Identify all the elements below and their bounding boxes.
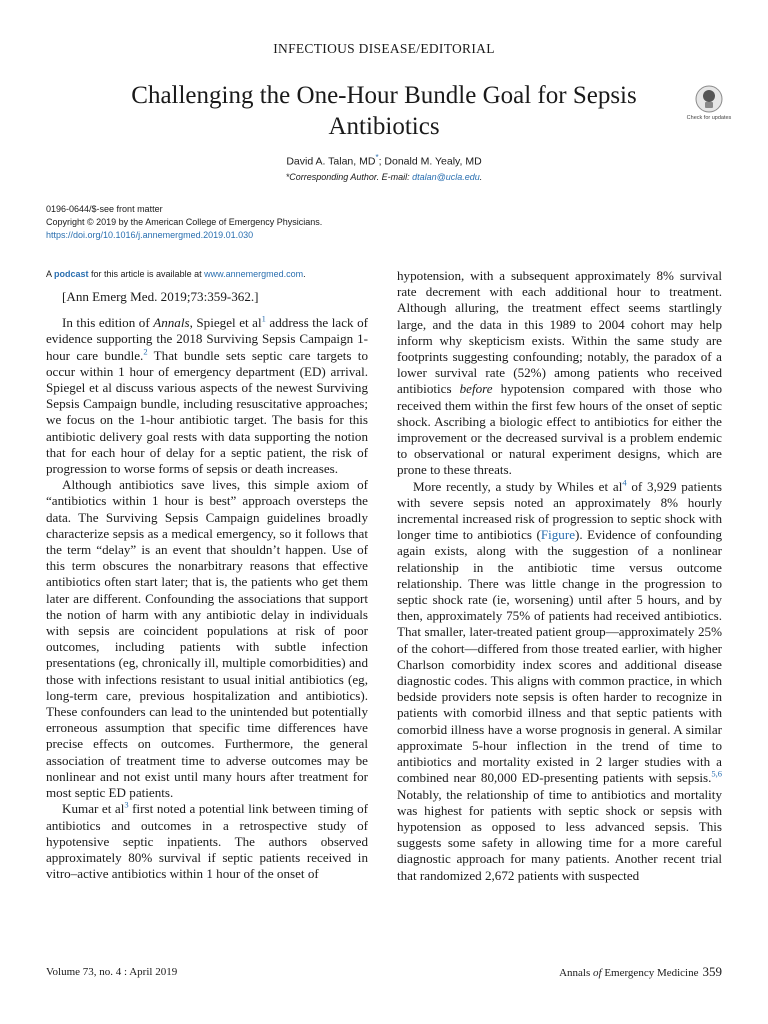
citation: [Ann Emerg Med. 2019;73:359-362.] (62, 289, 259, 304)
paragraph-2: Although antibiotics save lives, this simple axiom of “antibiotics within 1 hour is best” approach oversteps the data. The Surviving Sepsis Campaign guidelines broadly characterize sepsis as a medical emergency, so it follows that the term “delay” is an event that shouldn’t happen. Use of this term obscures the nonarbitrary reasons that effective antibiotics often start later; that is, the patients who get them later are different. Confounding the associations that support the notion of harm with any antibiotic delay in individuals with sepsis are coincident populations at risk of poor outcomes, including patients with subtle infection presentations (eg, chronically ill, multiple comorbidities) and those with infections resistant to usual initial antibiotics (eg, long-term care, previous hospitalization and antibiotics). These confounders can lead to the unintended but potentially erroneous assumption that specific time differences have precise effects on outcomes. Furthermore, the general association of treatment time to adverse outcomes may be nonlinear and not exist until many hours after treatment for most septic ED patients. (46, 477, 368, 801)
journal-footer (559, 964, 722, 980)
copyright-line: Copyright © 2019 by the American College of Emergency Physicians. (46, 217, 323, 227)
page-number: 359 (702, 964, 722, 979)
paragraph-1: In this edition of Annals, Spiegel et al$^1$ address the lack of evidence supporting the 2018 Surviving Sepsis Campaign 1-hour care bundle.$^2$ That bundle sets septic care targets to occur within 1 hour of emergency department (ED) arrival. Spiegel et al discuss various aspects of the newest Surviving Sepsis Campaign bundle, including resuscitative approaches; we focus on the 1-hour antibiotic target. The basis for this antibiotic delivery goal rests with data supporting the notion that for each hour of delay for a septic patient, the risk of progression to worse forms of sepsis or death increases. (46, 313, 368, 477)
check-for-updates-label: Check for updates (686, 115, 732, 121)
paragraph-4: hypotension, with a subsequent approximately 8% survival rate decrement with each additional hour to treatment. Although alluring, the treatment effect seems startlingly large, and the data in this 1989 to 2004 cohort may help inform why skepticism exists. Within the same study are footprints suggesting confounding; notably, the paradox of a lower survival rate (52%) among patients who received antibiotics before hypotension compared with those who received them within the first few hours of the onset of septic shock. Ascribing a biologic effect to antibiotics for either the improvement or the decreased survival is a problem endemic to observational or natural experiment designs, which are prone to these threats. (397, 268, 723, 478)
podcast-note (46, 268, 368, 280)
author-line (0, 153, 768, 168)
paragraph-3: Kumar et al$^3$ first noted a potential link between timing of antibiotics and outcomes in a retrospective study of hypotensive septic inpatients. The authors observed approximately 80% survival if septic patients received in vitro–active antibiotics within 1 hour of the onset of (46, 799, 368, 882)
reference-link[interactable]: 5,6 (711, 768, 722, 779)
email-link[interactable]: dtalan@ucla.edu (412, 172, 480, 182)
section-label: INFECTIOUS DISEASE/EDITORIAL (273, 41, 495, 56)
author-talan: David A. Talan, MD (286, 155, 376, 168)
podcast-prefix: A (46, 269, 55, 279)
paragraph-5: More recently, a study by Whiles et al$^4$ of 3,929 patients with severe sepsis noted an approximately 8% hourly incremental increased risk of progression to septic shock with longer time to antibiotics (Figure). Evidence of confounding again exists, along with the suggestion of a nonlinear relationship in the antibiotic time versus outcome relationship. There was little change in the progression to septic shock rate (ie, worsening) until after 5 hours, and by then, approximately 75% of patients had received antibiotics. That smaller, later-treated patient group—approximately 25% of the cohort—differed from those treated earlier, with higher Charlson comorbidity index scores and additional disease diagnostic codes. This aligns with common practice, in which bedside providers note sepsis is often harder to recognize in patients with comorbid illness and that septic patients with comorbid illness have a worse prognosis in general. A similar approximate 5-hour inflection in the trend of time to antibiotics and mortality existed in 2 larger studies with a combined near 80,000 ED-presenting patients with sepsis.$^{5,6}$ Notably, the relationship of time to antibiotics and mortality was highest for patients with septic shock or sepsis with hypotension as opposed to less advanced sepsis. This suggests some safety in allowing time for a more careful diagnostic approach for many patients. Another recent trial that randomized 2,672 patients with suspected (397, 477, 722, 883)
journal-name-a: Annals (559, 967, 593, 979)
reference-link[interactable]: 4 (622, 477, 627, 488)
left-column (46, 268, 368, 882)
check-for-updates-icon[interactable] (694, 84, 724, 114)
corresponding-suffix: . (479, 172, 483, 182)
reference-link[interactable]: 1 (261, 313, 266, 324)
right-column (397, 268, 722, 884)
author-yealy: ; Donald M. Yealy, MD (378, 155, 482, 168)
volume-info: Volume 73, no. 4 : April 2019 (46, 966, 178, 978)
podcast-middle: for this article is available at (88, 269, 205, 279)
doi-link[interactable]: https://doi.org/10.1016/j.annemergmed.2019.01.030 (46, 230, 254, 240)
corresponding-marker[interactable]: * (375, 153, 379, 162)
corresponding-label: *Corresponding Author. E-mail: (285, 172, 413, 182)
journal-name-of: of (593, 967, 602, 979)
article-title: Challenging the One-Hour Bundle Goal for Sepsis Antibiotics (131, 82, 637, 140)
reference-link[interactable]: 2 (143, 346, 148, 357)
reference-link[interactable]: 3 (124, 799, 129, 810)
podcast-link[interactable]: podcast (54, 269, 89, 279)
article-meta (46, 203, 322, 242)
corresponding-author-note (0, 172, 768, 182)
issn-line: 0196-0644/$-see front matter (46, 204, 163, 214)
journal-name-b: Emergency Medicine (601, 967, 699, 979)
podcast-suffix: . (303, 269, 306, 279)
journal-url-link[interactable]: www.annemergmed.com (204, 269, 304, 279)
figure-link[interactable]: Figure (540, 527, 576, 543)
